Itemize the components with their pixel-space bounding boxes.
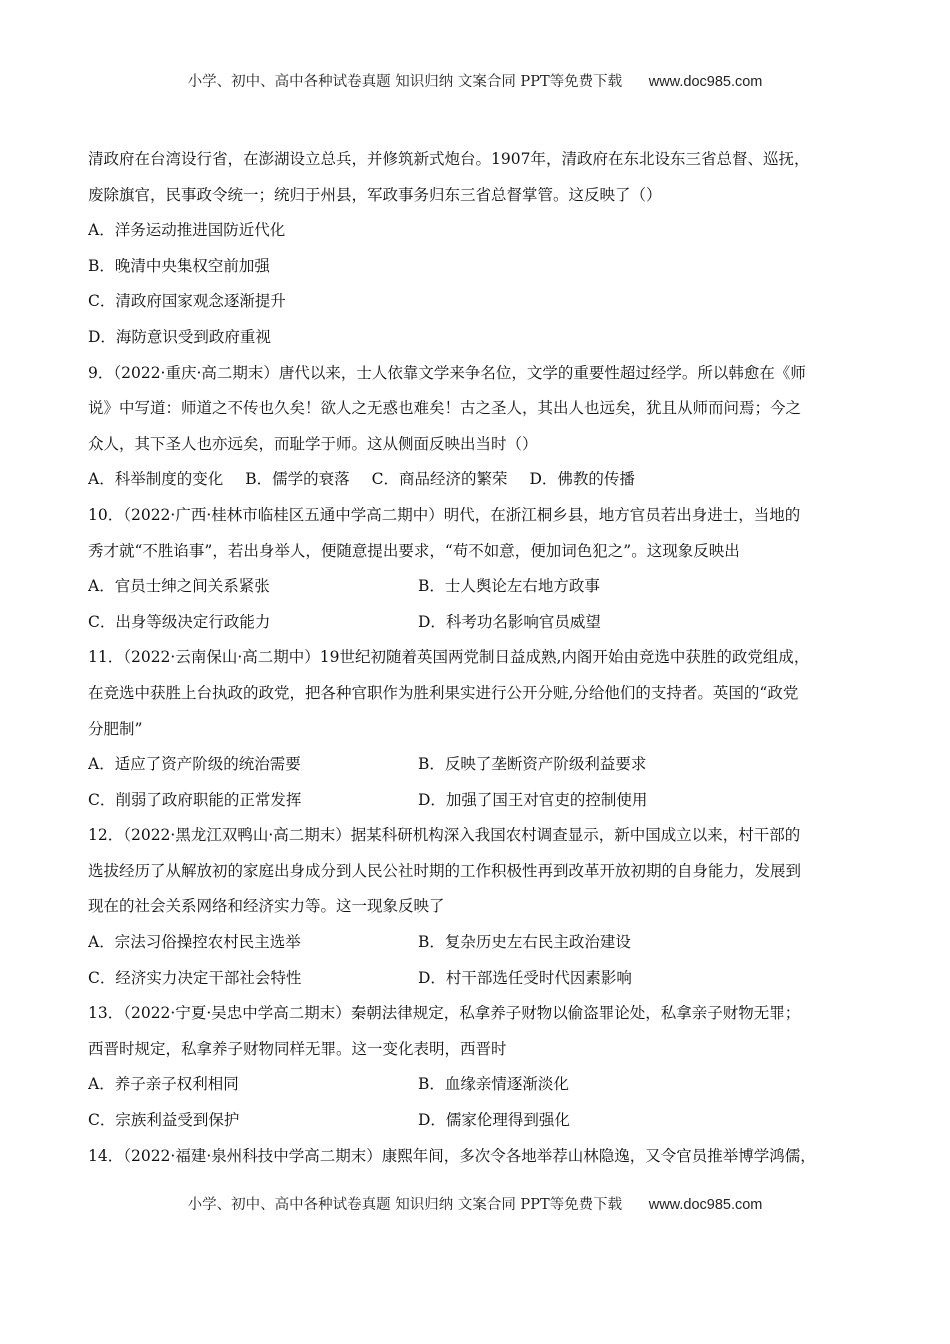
question-stem-line: 西晋时规定，私拿养子财物同样无罪。这一变化表明，西晋时 bbox=[88, 1039, 507, 1058]
option-c: C．宗族利益受到保护 bbox=[88, 1111, 240, 1130]
option-d: D．海防意识受到政府重视 bbox=[88, 327, 271, 346]
option-d: D．佛教的传播 bbox=[529, 470, 635, 489]
page-footer bbox=[0, 1193, 950, 1214]
question-stem-line: 现在的社会关系网络和经济实力等。这一现象反映了 bbox=[88, 897, 445, 916]
question-stem-line: 13．（2022·宁夏·吴忠中学高二期末）秦朝法律规定，私拿养子财物以偷盗罪论处，私拿亲子财物无罪； bbox=[88, 1004, 801, 1023]
option-c: C．经济实力决定干部社会特性 bbox=[88, 968, 302, 987]
option-c: C．出身等级决定行政能力 bbox=[88, 612, 271, 631]
options-row bbox=[88, 783, 863, 819]
option-d: D．科考功名影响官员威望 bbox=[418, 612, 601, 631]
question-stem-line: 选拔经历了从解放初的家庭出身成分到人民公社时期的工作积极性再到改革开放初期的自身能力，发展到 bbox=[88, 861, 802, 880]
question-stem-line: 废除旗官，民事政令统一；统归于州县，军政事务归东三省总督掌管。这反映了（） bbox=[88, 185, 662, 204]
footer-site-link[interactable]: www.doc985.com bbox=[648, 1197, 763, 1213]
question-12 bbox=[88, 818, 863, 996]
options-row bbox=[88, 925, 863, 961]
options-row bbox=[88, 747, 863, 783]
option-c: C．清政府国家观念逐渐提升 bbox=[88, 292, 286, 311]
footer-text: 小学、初中、高中各种试卷真题 知识归纳 文案合同 PPT等免费下载 bbox=[187, 1197, 623, 1213]
page-header bbox=[0, 70, 950, 91]
question-stem-line: 秀才就“不胜谄事”，若出身举人，便随意提出要求，“苟不如意，便加词色犯之”。这现象反映出 bbox=[88, 541, 740, 560]
options-row bbox=[88, 462, 863, 498]
options-row bbox=[88, 605, 863, 641]
options-row bbox=[88, 1103, 863, 1139]
question-9 bbox=[88, 356, 863, 498]
question-stem-line: 10．（2022·广西·桂林市临桂区五通中学高二期中）明代，在浙江桐乡县，地方官员若出身进士，当地的 bbox=[88, 505, 801, 524]
option-a: A．科举制度的变化 bbox=[88, 470, 224, 489]
question-14 bbox=[88, 1139, 863, 1175]
option-a: A．宗法习俗操控农村民主选举 bbox=[88, 933, 301, 952]
option-c: C．削弱了政府职能的正常发挥 bbox=[88, 790, 302, 809]
option-b: B．反映了垄断资产阶级利益要求 bbox=[418, 755, 647, 774]
option-b: B．儒学的衰落 bbox=[245, 470, 350, 489]
question-stem-line: 分肥制” bbox=[88, 719, 143, 738]
option-b: B．晚清中央集权空前加强 bbox=[88, 256, 270, 275]
option-b: B．血缘亲情逐渐淡化 bbox=[418, 1075, 569, 1094]
option-d: D．加强了国王对官吏的控制使用 bbox=[418, 790, 648, 809]
option-b: B．复杂历史左右民主政治建设 bbox=[418, 933, 631, 952]
header-text: 小学、初中、高中各种试卷真题 知识归纳 文案合同 PPT等免费下载 bbox=[187, 74, 623, 90]
question-stem-line: 说》中写道：师道之不传也久矣！欲人之无惑也难矣！古之圣人，其出人也远矣，犹且从师而问焉；今之 bbox=[88, 399, 802, 418]
header-site-link[interactable]: www.doc985.com bbox=[648, 74, 763, 90]
options-row bbox=[88, 1067, 863, 1103]
question-stem-line: 12．（2022·黑龙江双鸭山·高二期末）据某科研机构深入我国农村调查显示，新中国成立以来，村干部的 bbox=[88, 826, 801, 845]
question-content bbox=[88, 142, 863, 1174]
options-row bbox=[88, 961, 863, 997]
option-d: D．村干部选任受时代因素影响 bbox=[418, 968, 632, 987]
option-d: D．儒家伦理得到强化 bbox=[418, 1111, 570, 1130]
question-10 bbox=[88, 498, 863, 640]
option-a: A．洋务运动推进国防近代化 bbox=[88, 221, 286, 240]
options-row bbox=[88, 569, 863, 605]
option-a: A．养子亲子权利相同 bbox=[88, 1075, 239, 1094]
question-stem-line: 9．（2022·重庆·高二期末）唐代以来，士人依靠文学来争名位，文学的重要性超过经学。所以韩愈在《师 bbox=[88, 363, 806, 382]
option-b: B．士人舆论左右地方政事 bbox=[418, 577, 600, 596]
option-a: A．适应了资产阶级的统治需要 bbox=[88, 755, 301, 774]
question-11 bbox=[88, 640, 863, 818]
question-stem-line: 在竞选中获胜上台执政的政党，把各种官职作为胜利果实进行公开分赃,分给他们的支持者。英国的“政党 bbox=[88, 683, 799, 702]
question-stem-line: 众人，其下圣人也亦远矣，而耻学于师。这从侧面反映出当时（） bbox=[88, 434, 538, 453]
question-stem-line: 11．（2022·云南保山·高二期中）19世纪初随着英国两党制日益成熟,内阁开始由竞选中获胜的政党组成， bbox=[88, 648, 810, 667]
question-stem-line: 14．（2022·福建·泉州科技中学高二期末）康熙年间，多次令各地举荐山林隐逸，又令官员推举博学鸿儒， bbox=[88, 1146, 816, 1165]
option-a: A．官员士绅之间关系紧张 bbox=[88, 577, 270, 596]
option-c: C．商品经济的繁荣 bbox=[371, 470, 508, 489]
question-13 bbox=[88, 996, 863, 1138]
question-stem-line: 清政府在台湾设行省，在澎湖设立总兵，并修筑新式炮台。1907年，清政府在东北设东三省总督、巡抚， bbox=[88, 150, 810, 168]
